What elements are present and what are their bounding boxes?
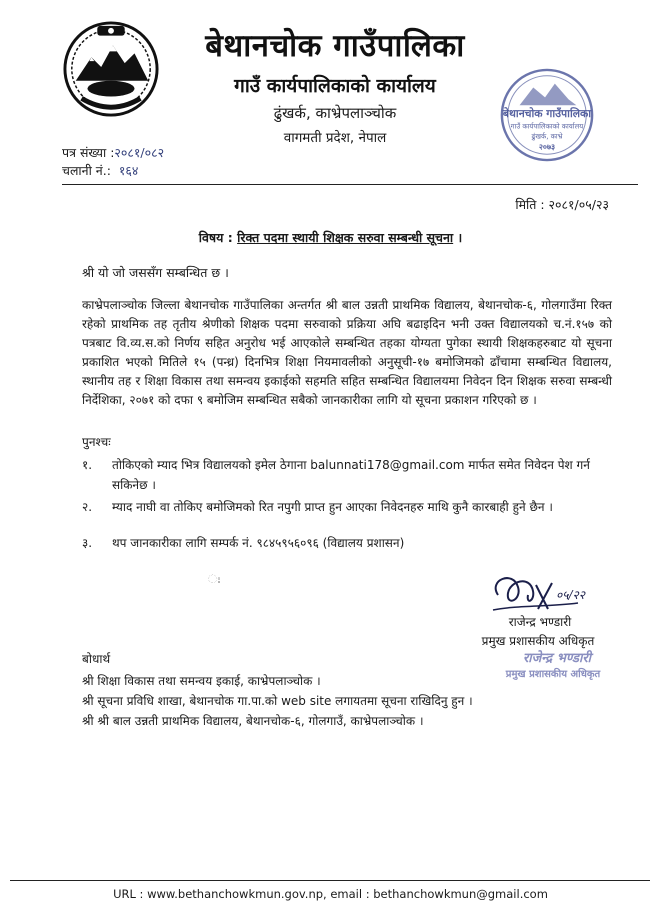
name-seal: राजेन्द्र भण्डारी	[522, 651, 592, 666]
svg-text:०५/२२: ०५/२२	[556, 588, 586, 602]
signatory-post: प्रमुख प्रशासकीय अधिकृत	[481, 634, 595, 648]
cc-heading: बोधार्थ	[82, 652, 111, 666]
list-item: १. तोकिएको म्याद भित्र विद्यालयको इमेल ठेगाना balunnati178@gmail.com मार्फत समेत निवेदन पेश गर्न सकिनेछ ।	[82, 458, 590, 492]
postscript-label: पुनश्चः	[82, 435, 111, 449]
handwritten-signature	[478, 565, 608, 620]
address-line-2: वागमती प्रदेश, नेपाल	[283, 130, 387, 146]
footer-contact: URL : www.bethanchowkmun.gov.np, email : bethanchowkmun@gmail.com	[113, 887, 548, 901]
svg-text:२०७३: २०७३	[538, 142, 556, 152]
svg-text:गाउँ कार्यपालिकाको कार्यालय: गाउँ कार्यपालिकाको कार्यालय	[510, 122, 584, 131]
svg-text:ढुंखर्क, काभ्रे: ढुंखर्क, काभ्रे	[531, 132, 563, 141]
letter-date: मिति : २०८१/०५/२३	[515, 197, 609, 212]
government-emblem-logo	[62, 20, 160, 118]
municipality-title: बेथानचोक गाउँपालिका	[205, 28, 465, 64]
subject-text: रिक्त पदमा स्थायी शिक्षक सरुवा सम्बन्धी सूचना	[237, 230, 454, 245]
signatory-name: राजेन्द्र भण्डारी	[508, 615, 572, 629]
patra-sankhya: पत्र संख्या :२०८१/०८२	[62, 145, 165, 160]
header-divider	[62, 184, 638, 185]
notice-body: काभ्रेपलाञ्चोक जिल्ला बेथानचोक गाउँपालिका अन्तर्गत श्री बाल उन्नती प्राथमिक विद्यालय, बेथानचोक-६, गोलगाउँमा रिक्त रहेको प्राथमिक तह तृतीय श्रेणीको शिक्षक पदमा सरुवाको प्रक्रिया अघि बढाइदिन भनी उक्त विद्यालयको च.नं.१५७ को पत्रबाट वि.व्य.स.को निर्णय सहित अनुरोध भई आएकोले सम्बन्धित तहका योग्यता पुगेका स्थायी शिक्षकहरुबाट यो सूचना प्रकाशित भएको मितिले १५ (पन्ध्र) दिनभित्र शिक्षा नियमावलीको अनुसूची-१७ बमोजिमको ढाँचामा सम्बन्धित विद्यालय, स्थानीय तह र शिक्षा विकास तथा समन्वय इकाईको सहमति सहित सम्बन्धित विद्यालयमा निवेदन दिन शिक्षक सरुवा सम्बन्धी निर्देशिका, २०७१ को दफा ९ बमोजिम सम्बन्धित सबैको जानकारीका लागि यो सूचना प्रकाशन गरिएको छ ।	[82, 298, 612, 407]
list-item: २. म्याद नाघी वा तोकिए बमोजिमको रित नपुगी प्राप्त हुन आएका निवेदनहरु माथि कुनै कारबाही हुने छैन ।	[82, 500, 553, 514]
salutation: श्री यो जो जससँग सम्बन्धित छ ।	[82, 265, 229, 280]
official-stamp	[498, 66, 596, 164]
cc-line: श्री श्री बाल उन्नती प्राथमिक विद्यालय, बेथानचोक-६, गोलगाउँ, काभ्रेपलाञ्चोक ।	[82, 714, 424, 728]
chalani-number: चलानी नं.: १६४	[62, 163, 139, 178]
address-line-1: ढुंखर्क, काभ्रेपलाञ्चोक	[273, 104, 397, 122]
svg-text:बेथानचोक गाउँपालिका: बेथानचोक गाउँपालिका	[502, 106, 592, 120]
post-seal: प्रमुख प्रशासकीय अधिकृत	[505, 669, 601, 680]
reference-block	[62, 144, 164, 180]
stray-ink-mark: ಃ	[208, 572, 221, 586]
list-item: ३. थप जानकारीका लागि सम्पर्क नं. ९८४५९५६०९६ (विद्यालय प्रशासन)	[82, 536, 405, 550]
cc-line: श्री शिक्षा विकास तथा समन्वय इकाई, काभ्रेपलाञ्चोक ।	[82, 674, 321, 688]
subject-line: विषय : रिक्त पदमा स्थायी शिक्षक सरुवा सम्बन्धी सूचना ।	[198, 230, 463, 245]
footer-divider	[10, 880, 650, 881]
cc-line: श्री सूचना प्रविधि शाखा, बेथानचोक गा.पा.को web site लगायतमा सूचना राखिदिनु हुन ।	[82, 694, 473, 708]
office-subtitle: गाउँ कार्यपालिकाको कार्यालय	[234, 75, 436, 97]
